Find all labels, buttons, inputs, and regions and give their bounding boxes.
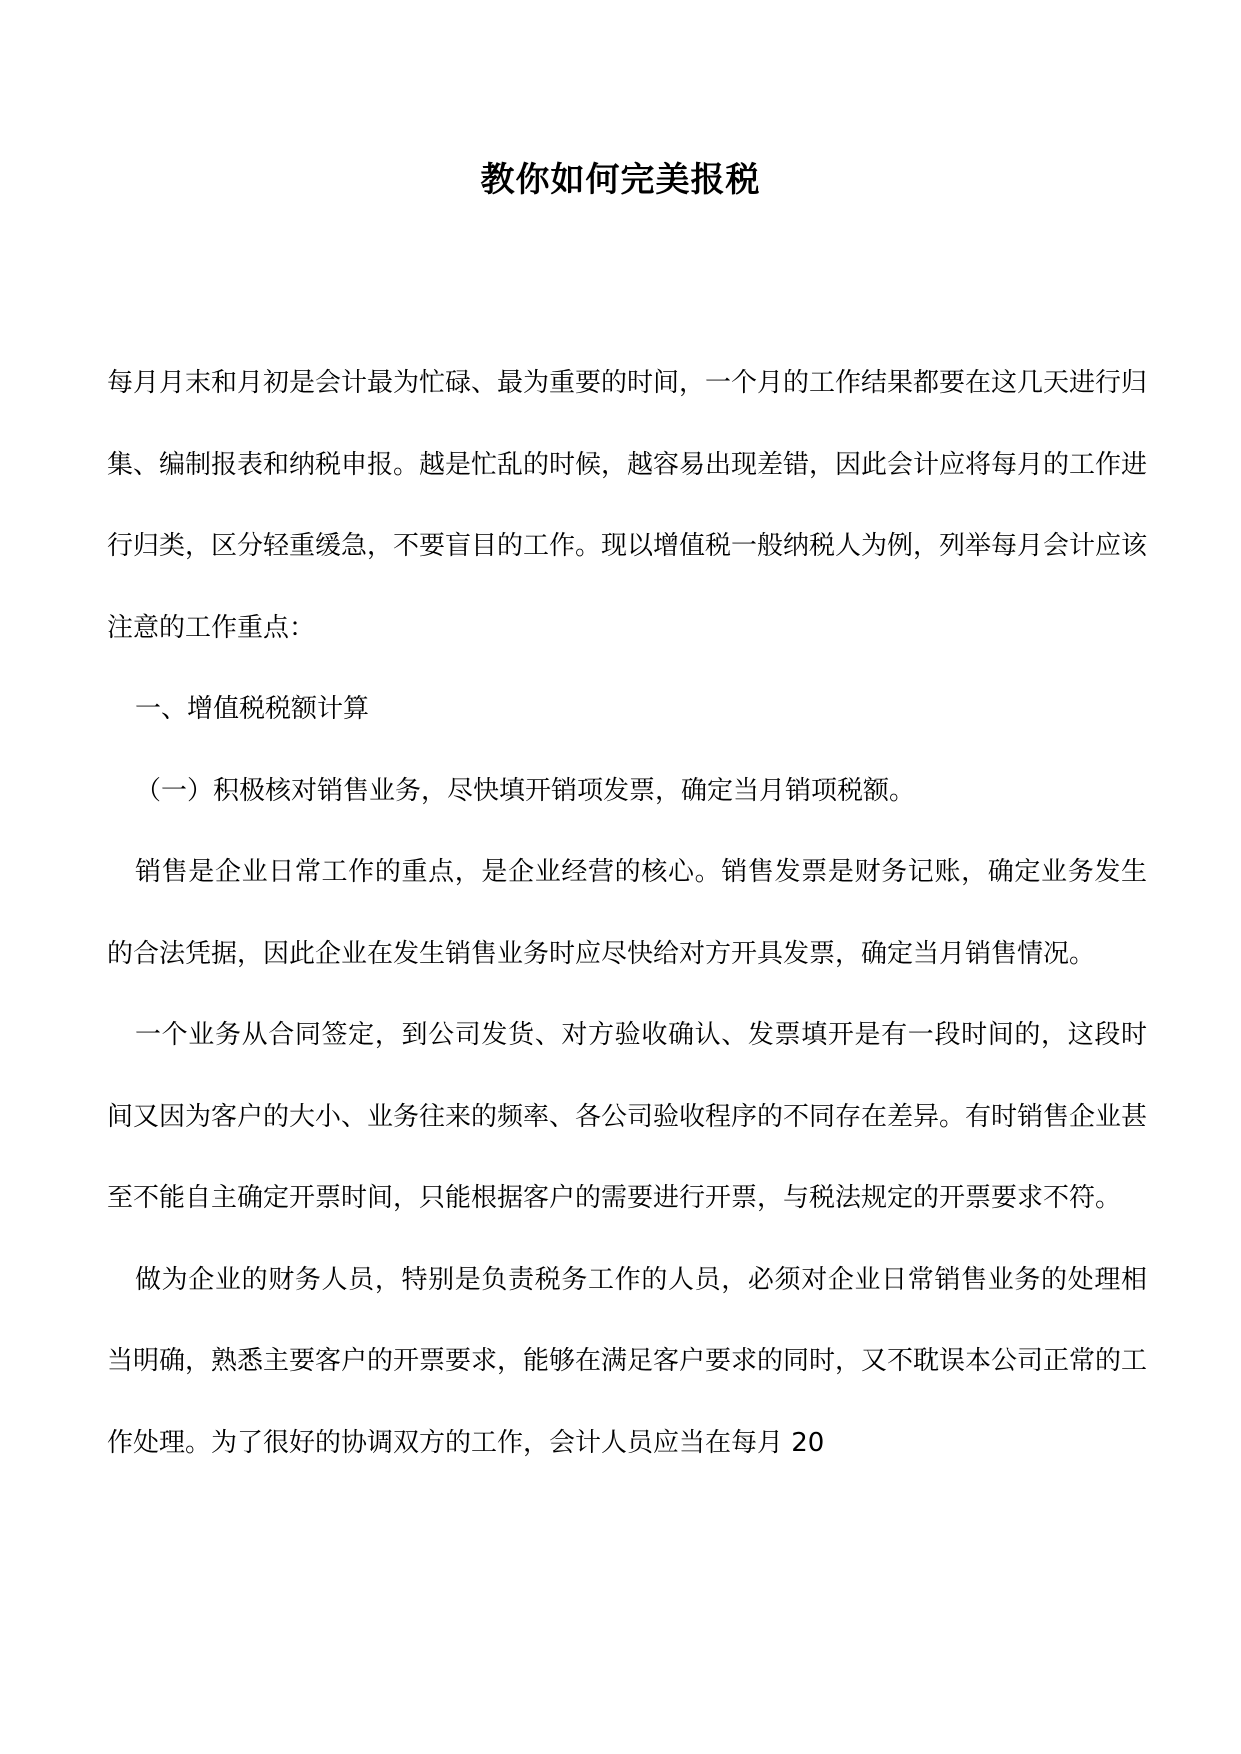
document-body: [107, 343, 1147, 1484]
subsection-heading-sales: （一）积极核对销售业务，尽快填开销项发票，确定当月销项税额。: [135, 775, 916, 806]
paragraph-finance-staff: 做为企业的财务人员，特别是负责税务工作的人员，必须对企业日常销售业务的处理相当明确，熟悉主要客户的开票要求，能够在满足客户要求的同时，又不耽误本公司正常的工作处理。为了很好的协调双方的工作，会计人员应当在每月 20: [107, 1264, 1148, 1458]
section-heading-vat: 一、增值税税额计算: [135, 694, 370, 724]
paragraph-sales-core: 销售是企业日常工作的重点，是企业经营的核心。销售发票是财务记账，确定业务发生的合法凭据，因此企业在发生销售业务时应尽快给对方开具发票，确定当月销售情况。: [107, 857, 1147, 969]
paragraph-intro: 每月月末和月初是会计最为忙碌、最为重要的时间，一个月的工作结果都要在这几天进行归集、编制报表和纳税申报。越是忙乱的时候，越容易出现差错，因此会计应将每月的工作进行归类，区分轻重缓急，不要盲目的工作。现以增值税一般纳税人为例，列举每月会计应该注意的工作重点：: [107, 368, 1148, 643]
paragraph-invoice-timing: 一个业务从合同签定，到公司发货、对方验收确认、发票填开是有一段时间的，这段时间又因为客户的大小、业务往来的频率、各公司验收程序的不同存在差异。有时销售企业甚至不能自主确定开票时间，只能根据客户的需要进行开票，与税法规定的开票要求不符。: [107, 1020, 1148, 1213]
document-title: 教你如何完美报税: [480, 160, 761, 200]
